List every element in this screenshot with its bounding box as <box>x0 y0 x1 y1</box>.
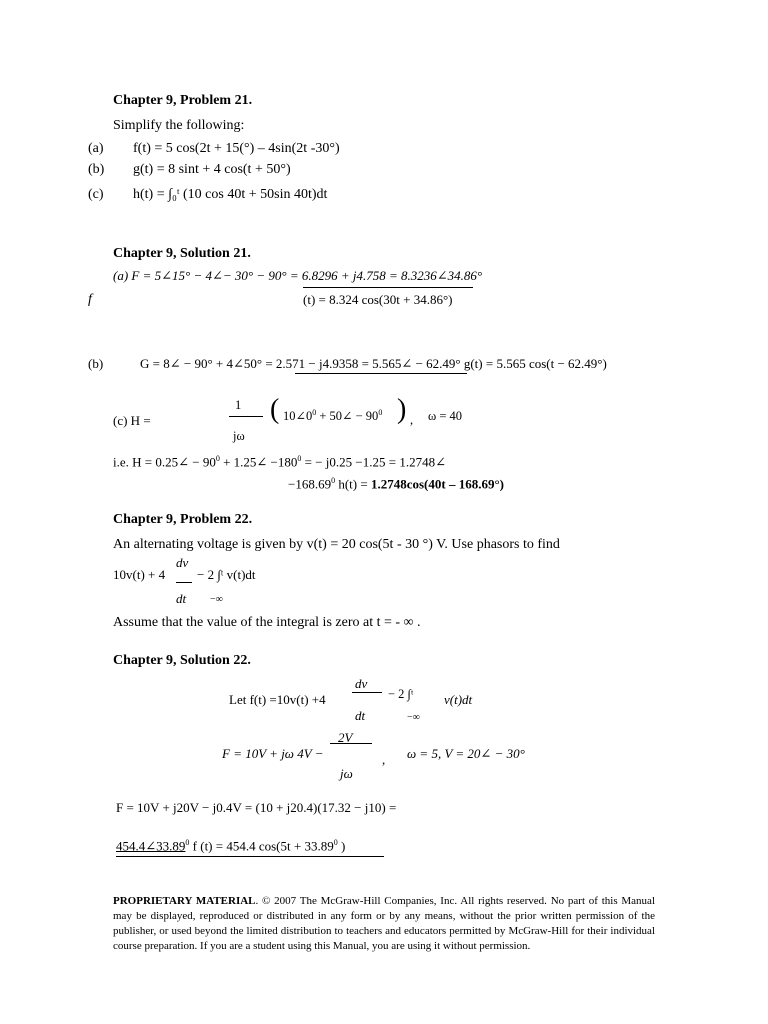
problem-22-dt: dt <box>176 591 187 606</box>
problem-22-expr-right: − 2 ∫ᵗ v(t)dt <box>197 567 256 582</box>
solution-21-b-line: G = 8∠ − 90° + 4∠50° = 2.571 − j4.9358 = 5.565∠ − 62.49° g(t) = 5.565 cos(t − 62.49°) <box>140 356 607 371</box>
problem-21-a-label: (a) <box>88 141 104 156</box>
solution-21-c-numerator: 1 <box>235 398 242 412</box>
solution-22-F-comma: , <box>382 752 386 767</box>
solution-22-lower-limit: −∞ <box>407 712 420 723</box>
proprietary-footer: PROPRIETARY MATERIAL. © 2007 The McGraw-Hill Companies, Inc. All rights reserved. No part of this Manual may be displayed, reproduced or distributed in any form or by any means, without the prior written permission of the publisher, or used beyond the limited distribution to teachers and educators permitted by McGraw-Hill for their individual course preparation. If you are a student using this Manual, you are using it without permission. <box>113 895 656 952</box>
solution-22-let: Let f(t) =10v(t) +4 <box>229 692 326 707</box>
solution-22-F-numerator: 2V <box>338 730 353 745</box>
problem-22-lower-limit: −∞ <box>210 594 223 605</box>
solution-22-let-vt: v(t)dt <box>444 692 473 707</box>
solution-22-let-integral: − 2 ∫ᵗ <box>388 687 414 701</box>
problem-21-c-label: (c) <box>88 187 104 202</box>
solution-22-dv: dv <box>355 676 368 691</box>
problem-21-a-text: f(t) = 5 cos(2t + 15(°) – 4sin(2t -30°) <box>133 141 340 156</box>
problem-22-expr-left: 10v(t) + 4 <box>113 567 166 582</box>
solution-21-c-label: (c) H = <box>113 413 151 428</box>
problem-22-dv: dv <box>176 555 189 570</box>
solution-21-a-underline <box>303 287 473 288</box>
solution-22-F-fraction-bar <box>330 743 372 744</box>
solution-21-c-fraction-bar <box>229 416 263 417</box>
solution-21-result: 1.2748cos(40t – 168.69°) <box>370 476 504 492</box>
solution-21-ie-line2: $-168.69^0$ h(t) = 1.2748cos(40t – 168.69°) <box>288 476 504 492</box>
solution-21-c-denominator: jω <box>233 429 245 443</box>
problem-21-c-text: h(t) = ∫₀ᵗ (10 cos 40t + 50sin 40t)dt <box>133 187 328 202</box>
solution-21-ie-line: i.e. H = 0.25∠ − $90^0$ + 1.25∠ $-180^0$ = − j0.25 −1.25 = 1.2748∠ <box>113 454 446 470</box>
problem-22-fraction-bar <box>176 582 192 583</box>
solution-21-b-underline <box>295 373 467 374</box>
problem-21-b-text: g(t) = 8 sint + 4 cos(t + 50°) <box>133 162 291 177</box>
problem-21-heading: Chapter 9, Problem 21. <box>113 93 253 108</box>
solution-21-a-f: f <box>88 292 92 307</box>
problem-21-intro: Simplify the following: <box>113 118 245 133</box>
solution-21-b-label: (b) <box>88 356 104 371</box>
solution-21-a-line1: (a) F = 5∠15° − 4∠− 30° − 90° = 6.8296 + j4.758 = 8.3236∠34.86° <box>113 268 483 283</box>
solution-21-c-close-paren: ) <box>397 394 407 425</box>
solution-22-line4: 454.4∠33.89$^0$ f (t) = 454.4 $\cos(5t + 33.89^0$ ) <box>116 838 346 854</box>
solution-22-heading: Chapter 9, Solution 22. <box>113 653 251 668</box>
problem-22-heading: Chapter 9, Problem 22. <box>113 512 253 527</box>
solution-21-a-line2: (t) = 8.324 cos(30t + 34.86°) <box>303 292 453 307</box>
problem-21-b-label: (b) <box>88 162 105 177</box>
solution-21-c-open-paren: ( <box>270 394 280 425</box>
solution-21-c-paren-text: $10\angle 0^0$ + 50∠ − $90^0$ <box>283 408 383 424</box>
solution-22-F-left: F = 10V + jω 4V − <box>222 746 324 761</box>
problem-22-text: An alternating voltage is given by v(t) = 20 cos(5t - 30 °) V. Use phasors to find <box>113 537 560 552</box>
solution-22-line3: F = 10V + j20V − j0.4V = (10 + j20.4)(17.32 − j10) = <box>116 800 397 815</box>
solution-22-dt: dt <box>355 708 366 723</box>
solution-22-underline <box>116 856 384 857</box>
problem-22-assume: Assume that the value of the integral is zero at t = - ∞ . <box>113 615 421 630</box>
solution-22-let-fraction-bar <box>352 692 382 693</box>
solution-22-F-right: ω = 5, V = 20∠ − 30° <box>407 746 525 761</box>
solution-21-c-comma: , <box>410 413 414 427</box>
solution-21-c-omega: ω = 40 <box>428 409 463 423</box>
solution-22-F-denominator: jω <box>340 766 353 781</box>
solution-21-heading: Chapter 9, Solution 21. <box>113 246 251 261</box>
